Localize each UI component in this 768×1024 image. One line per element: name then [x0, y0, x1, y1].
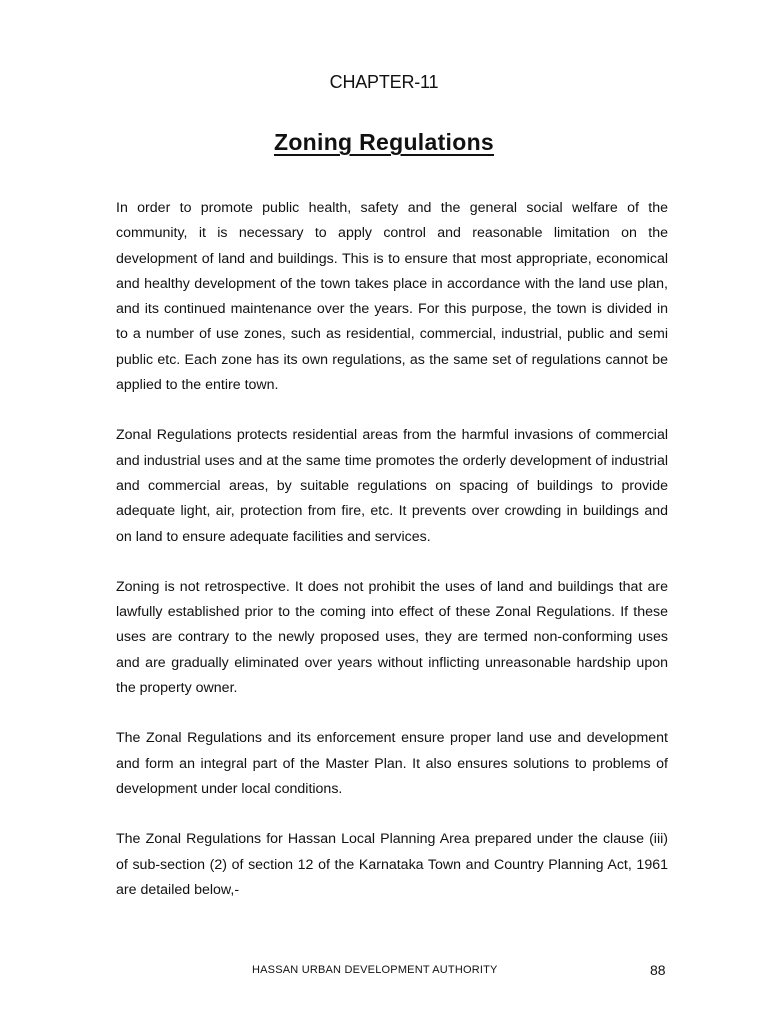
page-number: 88 — [650, 962, 666, 978]
footer-organization: HASSAN URBAN DEVELOPMENT AUTHORITY — [252, 964, 498, 976]
body-text — [116, 196, 668, 928]
paragraph-intro: In order to promote public health, safety and the general social welfare of the community, it is necessary to apply control and reasonable limitation on the development of land and buildings. This is to ensure that most appropriate, economical and healthy development of the town takes place in accordance with the land use plan, and its continued maintenance over the years. For this purpose, the town is divided in to a number of use zones, such as residential, commercial, industrial, public and semi public etc. Each zone has its own regulations, as the same set of regulations cannot be applied to the entire town. — [116, 200, 668, 394]
chapter-heading: CHAPTER-11 — [329, 72, 439, 92]
paragraph-enforcement: The Zonal Regulations and its enforcement ensure proper land use and development and form an integral part of the Master Plan. It also ensures solutions to problems of development under local conditions. — [116, 730, 668, 797]
paragraph-hassan: The Zonal Regulations for Hassan Local Planning Area prepared under the clause (iii) of sub-section (2) of section 12 of the Karnataka Town and Country Planning Act, 1961 are detailed below,- — [116, 831, 668, 898]
paragraph-purpose: Zonal Regulations protects residential areas from the harmful invasions of commercial and industrial uses and at the same time promotes the orderly development of industrial and commercial areas, by suitable regulations on spacing of buildings to provide adequate light, air, protection from fire, etc. It prevents over crowding in buildings and on land to ensure adequate facilities and services. — [116, 427, 668, 545]
paragraph-retrospective: Zoning is not retrospective. It does not prohibit the uses of land and buildings that are lawfully established prior to the coming into effect of these Zonal Regulations. If these uses are contrary to the newly proposed uses, they are termed non-conforming uses and are gradually eliminated over years without inflicting unreasonable hardship upon the property owner. — [116, 578, 668, 697]
page-title: Zoning Regulations — [273, 129, 495, 155]
